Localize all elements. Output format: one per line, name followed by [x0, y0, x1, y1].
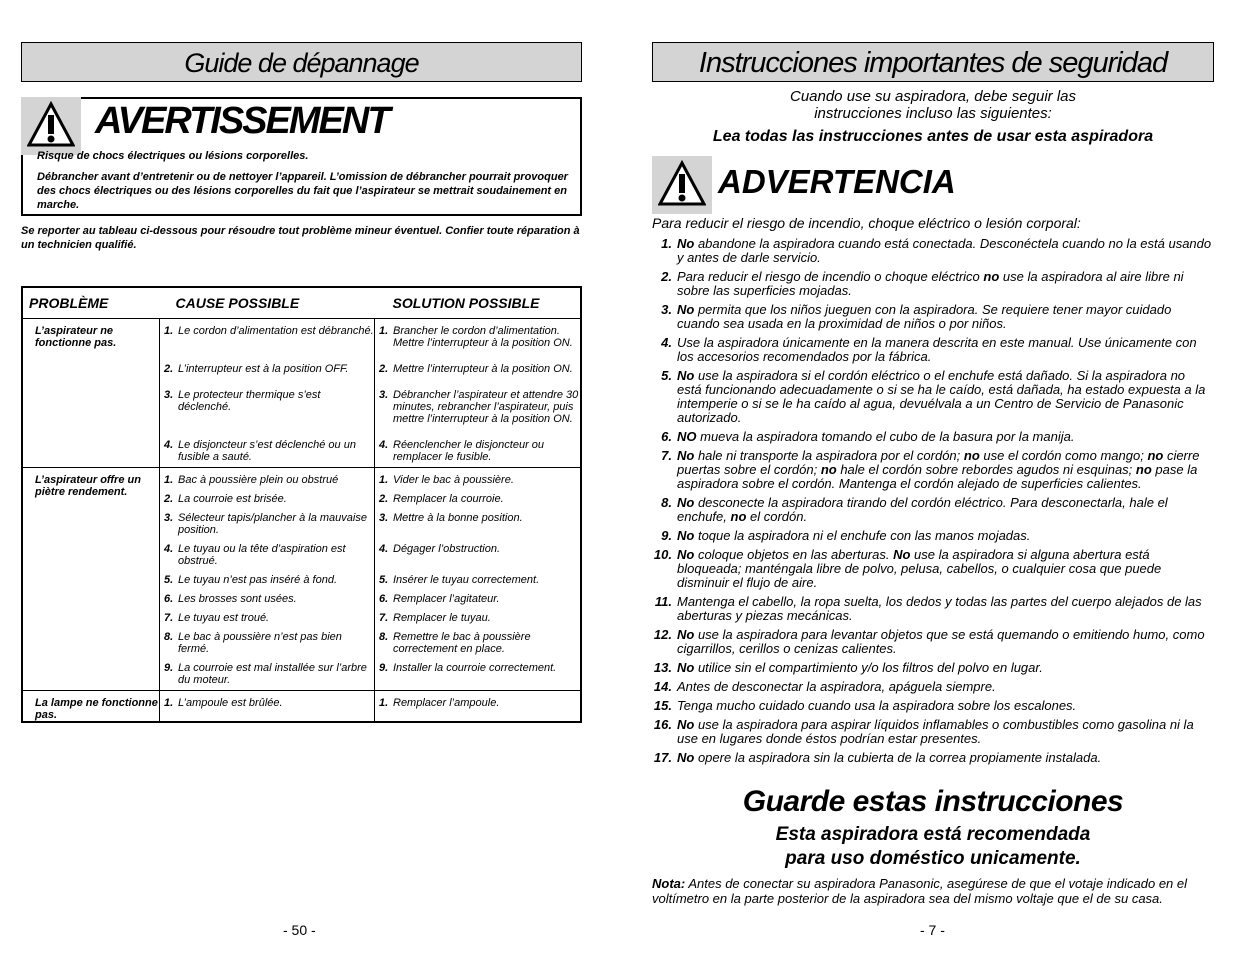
item-number: 8.: [164, 631, 174, 643]
rule-text: el cordón.: [746, 509, 808, 524]
rule-text: coloque objetos en las aberturas.: [694, 547, 894, 562]
rule-text: use la aspiradora al aire libre ni sobre las superficies mojadas.: [677, 269, 1184, 298]
cause-item: [160, 697, 374, 709]
item-number: 1.: [379, 697, 389, 709]
solution-item: [375, 593, 580, 605]
item-number: 5.: [379, 574, 389, 586]
cause-text: Le bac à poussière n’est pas bien fermé.: [178, 631, 342, 655]
solution-item: [375, 389, 580, 425]
solution-text: Débrancher l’aspirateur et attendre 30 minutes, rebrancher l’aspirateur, puis mettre l’interrupteur à la position ON.: [393, 389, 579, 425]
problem-cell: L’aspirateur ne fonctionne pas.: [22, 319, 160, 468]
safety-rule: [652, 699, 1212, 713]
rule-text: Tenga mucho cuidado cuando usa la aspiradora sobre los escalones.: [677, 698, 1077, 713]
safety-rule: [652, 449, 1212, 491]
cause-item: [160, 612, 374, 624]
rule-emphasis: No: [677, 750, 695, 765]
cause-item: [160, 574, 374, 586]
rule-emphasis: No: [677, 660, 695, 675]
safety-rule: [652, 529, 1212, 543]
solution-item: [375, 512, 580, 536]
rule-number: 3.: [661, 302, 672, 317]
cause-item: [160, 325, 374, 349]
item-number: 3.: [379, 389, 389, 401]
note-text: Antes de conectar su aspiradora Panasonic, asegúrese de que el votaje indicado en el voltímetro en la parte posterior de la aspiradora sea del mismo voltaje que el de su casa.: [652, 876, 1188, 906]
warning-triangle-icon: [21, 97, 81, 155]
safety-rule: [652, 661, 1212, 675]
solution-item: [375, 697, 580, 709]
rule-number: 17.: [653, 750, 672, 765]
household-use-line-2: para uso doméstico unicamente.: [785, 848, 1081, 869]
rule-number: 2.: [661, 269, 672, 284]
solution-item: [375, 474, 580, 486]
rule-text: opere la aspiradora sin la cubierta de la correa propiamente instalada.: [694, 750, 1102, 765]
warning-line-1: Risque de chocs électriques ou lésions corporelles.: [37, 150, 309, 162]
item-number: 2.: [164, 493, 174, 505]
header-problem: PROBLÈME: [22, 287, 160, 319]
rule-text: use la aspiradora si alguna abertura está bloqueada; manténgala libre de polvo, pelusa, cabellos, o cualquier cosa que puede disminuir el flujo de aire.: [677, 547, 1162, 590]
cause-item: [160, 631, 374, 655]
page-number: - 7 -: [920, 922, 945, 938]
cause-text: Le tuyau n’est pas inséré à fond.: [178, 574, 337, 586]
solution-text: Insérer le tuyau correctement.: [393, 574, 540, 586]
solution-text: Dégager l’obstruction.: [393, 543, 501, 555]
item-number: 5.: [164, 574, 174, 586]
rule-number: 7.: [661, 448, 672, 463]
solution-item: [375, 662, 580, 686]
rule-number: 1.: [661, 236, 672, 251]
rule-number: 10.: [653, 547, 672, 562]
cause-text: Les brosses sont usées.: [178, 593, 297, 605]
item-number: 3.: [164, 389, 174, 401]
warning-intro: Para reducir el riesgo de incendio, choque eléctrico o lesión corporal:: [652, 215, 1081, 231]
rule-number: 5.: [661, 368, 672, 383]
rule-emphasis: No: [677, 627, 695, 642]
warning-title: ADVERTENCIA: [718, 163, 956, 200]
solution-item: [375, 543, 580, 567]
page-title: Instrucciones importantes de seguridad: [652, 42, 1214, 82]
rule-number: 15.: [653, 698, 672, 713]
rule-text: Antes de desconectar la aspiradora, apáguela siempre.: [677, 679, 996, 694]
household-use-note: [652, 823, 1214, 871]
solution-text: Remplacer le tuyau.: [393, 612, 491, 624]
rule-text: toque la aspiradora ni el enchufe con las manos mojadas.: [694, 528, 1031, 543]
solution-item: [375, 493, 580, 505]
solution-item: [375, 363, 580, 375]
solution-text: Remplacer la courroie.: [393, 493, 504, 505]
rule-emphasis: no: [983, 269, 1000, 284]
solution-item: [375, 574, 580, 586]
item-number: 4.: [379, 439, 389, 451]
cause-text: Bac à poussière plein ou obstrué: [178, 474, 339, 486]
rule-number: 14.: [653, 679, 672, 694]
rule-text: pase la aspiradora sobre el cordón. Mantenga el cordón alejado de superficies calientes.: [677, 462, 1198, 491]
item-number: 1.: [379, 474, 389, 486]
cause-item: [160, 493, 374, 505]
safety-rule: [652, 237, 1212, 265]
rule-text: use la aspiradora para levantar objetos que se está quemando o emitiendo humo, como cigarrillos, cerillos o cenizas calientes.: [677, 627, 1205, 656]
cause-text: Le tuyau ou la tête d’aspiration est obstrué.: [178, 543, 346, 567]
voltage-note: [652, 876, 1217, 906]
warning-triangle-icon: [652, 156, 712, 214]
rule-number: 8.: [661, 495, 672, 510]
safety-rule: [652, 496, 1212, 524]
rule-text: cierre puertas sobre el cordón;: [677, 448, 1200, 477]
item-number: 7.: [379, 612, 389, 624]
solution-item: [375, 631, 580, 655]
cause-text: Le disjoncteur s’est déclenché ou un fusible a sauté.: [178, 439, 356, 463]
rule-emphasis: No: [893, 547, 911, 562]
warning-line-2: Débrancher avant d’entretenir ou de nettoyer l’appareil. L’omission de débrancher pourrait provoquer des chocs électriques ou des lésions corporelles du fait que l’aspirateur se mettrait soudainement en marche.: [37, 171, 568, 211]
rule-number: 11.: [654, 594, 672, 609]
safety-rule: [652, 595, 1212, 623]
safety-rule: [652, 430, 1212, 444]
cause-item: [160, 512, 374, 536]
item-number: 6.: [164, 593, 174, 605]
table-row: [22, 468, 581, 691]
rule-text: use la aspiradora si el cordón eléctrico o el enchufe está dañado. Si la aspiradora no está funcionando adecuadamente o si se ha le caído, está dañada, ha estado expuesta a la intemperie o si se le ha caído al agua, devuélvala a un Centro de Servicio de Panasonic autorizado.: [677, 368, 1206, 425]
item-number: 2.: [379, 493, 389, 505]
cause-item: [160, 389, 374, 425]
item-number: 4.: [164, 543, 174, 555]
warning-title: AVERTISSEMENT: [95, 100, 389, 142]
item-number: 1.: [164, 325, 174, 337]
warning-box: [21, 97, 582, 216]
solution-text: Vider le bac à poussière.: [393, 474, 514, 486]
cause-cell: [160, 691, 375, 723]
cause-item: [160, 593, 374, 605]
rule-text: permita que los niños jueguen con la aspiradora. Se requiere tener mayor cuidado cuando sea usada en la proximidad de niños o por niños.: [677, 302, 1172, 331]
solution-text: Mettre l’interrupteur à la position ON.: [393, 363, 573, 375]
table-row: [22, 691, 581, 723]
solution-item: [375, 612, 580, 624]
item-number: 7.: [164, 612, 174, 624]
item-number: 9.: [379, 662, 389, 674]
solution-text: Brancher le cordon d’alimentation. Mettre l’interrupteur à la position ON.: [393, 325, 573, 349]
item-number: 8.: [379, 631, 389, 643]
cause-text: La courroie est brisée.: [178, 493, 287, 505]
rule-emphasis: NO: [677, 429, 697, 444]
safety-rule: [652, 303, 1212, 331]
rule-emphasis: No: [677, 495, 695, 510]
rule-number: 9.: [661, 528, 672, 543]
rule-number: 16.: [653, 717, 672, 732]
rule-text: Mantenga el cabello, la ropa suelta, los dedos y todas las partes del cuerpo alejados de las aberturas y piezas mecánicas.: [677, 594, 1202, 623]
header-cause: CAUSE POSSIBLE: [160, 287, 375, 319]
rule-text: utilice sin el compartimiento y/o los filtros del polvo en lugar.: [694, 660, 1043, 675]
solution-text: Mettre à la bonne position.: [393, 512, 523, 524]
household-use-line-1: Esta aspiradora está recomendada: [775, 824, 1091, 845]
cause-item: [160, 543, 374, 567]
rule-emphasis: no: [1147, 448, 1164, 463]
rule-emphasis: No: [677, 547, 695, 562]
safety-rule: [652, 548, 1212, 590]
safety-rule: [652, 751, 1212, 765]
cause-cell: [160, 468, 375, 691]
header-solution: SOLUTION POSSIBLE: [375, 287, 582, 319]
problem-cell: L’aspirateur offre un piètre rendement.: [22, 468, 160, 691]
rule-number: 13.: [653, 660, 672, 675]
safety-rules-list: [652, 237, 1212, 770]
cause-text: Le cordon d’alimentation est débranché.: [178, 325, 374, 337]
rule-emphasis: no: [963, 448, 980, 463]
solution-text: Remettre le bac à poussière correctement en place.: [393, 631, 531, 655]
safety-rule: [652, 680, 1212, 694]
item-number: 6.: [379, 593, 389, 605]
troubleshooting-table: [21, 286, 582, 723]
cause-text: La courroie est mal installée sur l’arbre du moteur.: [178, 662, 367, 686]
rule-emphasis: no: [730, 509, 747, 524]
solution-text: Réenclencher le disjoncteur ou remplacer le fusible.: [393, 439, 545, 463]
item-number: 2.: [164, 363, 174, 375]
rule-text: Use la aspiradora únicamente en la manera descrita en este manual. Use únicamente con los accesorios recomendados por la fábrica.: [677, 335, 1197, 364]
item-number: 2.: [379, 363, 389, 375]
cause-text: Sélecteur tapis/plancher à la mauvaise position.: [178, 512, 367, 536]
rule-text: desconecte la aspiradora tirando del cordón eléctrico. Para desconectarla, hale el enchufe,: [677, 495, 1168, 524]
safety-rule: [652, 718, 1212, 746]
rule-text: use el cordón como mango;: [979, 448, 1148, 463]
page-title: Guide de dépannage: [21, 42, 582, 82]
cause-text: Le protecteur thermique s’est déclenché.: [178, 389, 321, 413]
safety-rule: [652, 270, 1212, 298]
rule-emphasis: No: [677, 368, 695, 383]
cause-text: Le tuyau est troué.: [178, 612, 270, 624]
cause-item: [160, 363, 374, 375]
rule-emphasis: no: [820, 462, 837, 477]
cause-item: [160, 474, 374, 486]
sub-intro-line-2: instrucciones incluso las siguientes:: [814, 105, 1052, 122]
table-row: [22, 319, 581, 468]
solution-cell: [375, 468, 582, 691]
safety-rule: [652, 628, 1212, 656]
rule-emphasis: No: [677, 528, 695, 543]
rule-number: 4.: [661, 335, 672, 350]
item-number: 3.: [379, 512, 389, 524]
rule-emphasis: No: [677, 302, 695, 317]
solution-cell: [375, 319, 582, 468]
cause-cell: [160, 319, 375, 468]
read-all-instructions: Lea todas las instrucciones antes de usar esta aspiradora: [712, 128, 1154, 145]
rule-number: 6.: [661, 429, 672, 444]
item-number: 9.: [164, 662, 174, 674]
rule-number: 12.: [653, 627, 672, 642]
item-number: 1.: [379, 325, 389, 337]
item-number: 1.: [164, 697, 174, 709]
item-number: 4.: [379, 543, 389, 555]
safety-rule: [652, 369, 1212, 425]
rule-text: mueva la aspiradora tomando el cubo de la basura por la manija.: [696, 429, 1075, 444]
item-number: 3.: [164, 512, 174, 524]
sub-intro-line-1: Cuando use su aspiradora, debe seguir las: [789, 88, 1077, 105]
rule-text: hale el cordón sobre rebordes agudos ni esquinas;: [836, 462, 1136, 477]
rule-text: hale ni transporte la aspiradora por el cordón;: [694, 448, 964, 463]
solution-text: Remplacer l’agitateur.: [393, 593, 500, 605]
rule-emphasis: No: [677, 448, 695, 463]
problem-cell: La lampe ne fonctionne pas.: [22, 691, 160, 723]
solution-item: [375, 439, 580, 463]
save-instructions-heading: Guarde estas instrucciones: [742, 785, 1124, 818]
intro-text: Se reporter au tableau ci-dessous pour résoudre tout problème mineur éventuel. Confier toute réparation à un technicien qualifié.: [21, 225, 580, 251]
solution-item: [375, 325, 580, 349]
note-label: Nota:: [652, 876, 686, 891]
rule-emphasis: No: [677, 717, 695, 732]
rule-text: Para reducir el riesgo de incendio o choque eléctrico: [677, 269, 984, 284]
cause-item: [160, 439, 374, 463]
page-number: - 50 -: [283, 922, 316, 938]
rule-emphasis: No: [677, 236, 695, 251]
rule-emphasis: no: [1135, 462, 1152, 477]
solution-text: Remplacer l’ampoule.: [393, 697, 500, 709]
cause-text: L’ampoule est brûlée.: [178, 697, 283, 709]
cause-item: [160, 662, 374, 686]
item-number: 4.: [164, 439, 174, 451]
item-number: 1.: [164, 474, 174, 486]
cause-text: L’interrupteur est à la position OFF.: [178, 363, 349, 375]
solution-cell: [375, 691, 582, 723]
safety-rule: [652, 336, 1212, 364]
solution-text: Installer la courroie correctement.: [393, 662, 557, 674]
rule-text: abandone la aspiradora cuando está conectada. Desconéctela cuando no la está usando y antes de darle servicio.: [677, 236, 1212, 265]
rule-text: use la aspiradora para aspirar líquidos inflamables o combustibles como gasolina ni la use en lugares donde éstos podrían estar presentes.: [677, 717, 1194, 746]
